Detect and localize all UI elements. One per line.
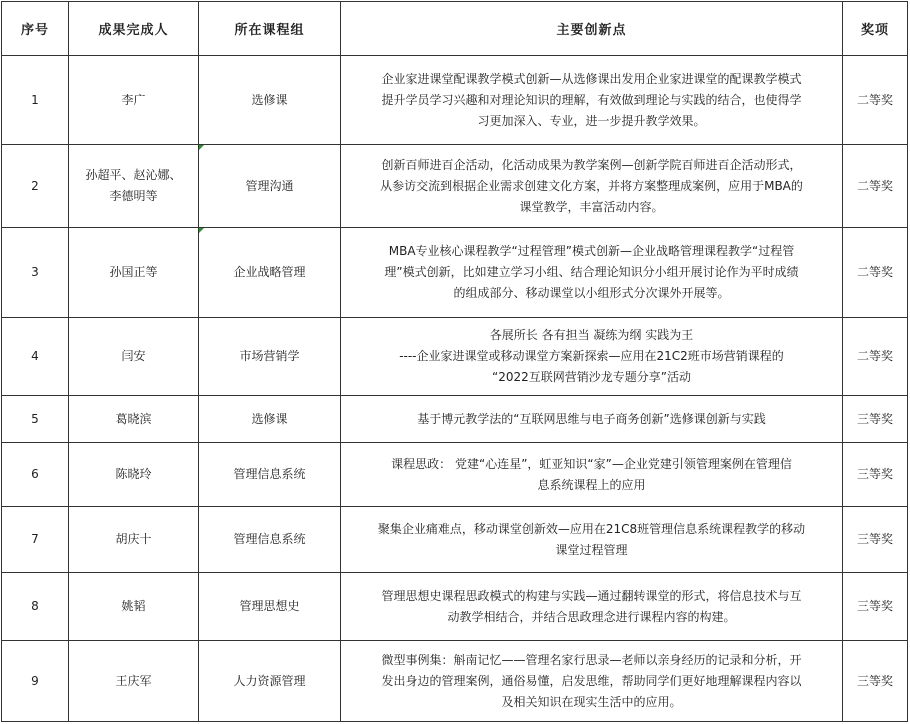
cell-award: 二等奖 [843,318,908,396]
cell-innovation [341,573,843,641]
cell-course-group: 市场营销学 [199,318,341,396]
cell-index: 5 [2,396,69,443]
cell-innovation [341,56,843,145]
author-line: 陈晓玲 [115,467,152,481]
innovation-line: 动教学相结合，并结合思政理念进行课程内容的构建。 [447,609,736,624]
innovation-line: 创新百师进百企活动，化活动成果为教学案例—创新学院百师进百企活动形式， [381,157,802,172]
cell-author [69,228,199,318]
cell-award: 三等奖 [843,396,908,443]
table-row [2,507,908,573]
cell-author [69,641,199,722]
header-group: 所在课程组 [199,2,341,56]
table-row [2,145,908,228]
table-row [2,641,908,722]
innovation-line: 及相关知识在现实生活中的应用。 [501,694,682,709]
table-row [2,443,908,507]
innovation-line: 息系统课程上的应用 [537,477,646,492]
table-row [2,228,908,318]
cell-course-group: 管理信息系统 [199,443,341,507]
cell-index: 2 [2,145,69,228]
author-line: 李德明等 [109,189,158,203]
cell-index: 3 [2,228,69,318]
innovation-line: 从参访交流到根据企业需求创建文化方案，并将方案整理成案例，应用于MBA的 [380,178,803,193]
innovation-line: 提升学员学习兴趣和对理论知识的理解，有效做到理论与实践的结合，也使得学 [381,92,802,107]
innovation-line: “2022互联网营销沙龙专题分享”活动 [492,370,691,384]
author-line: 孙超平、赵沁娜、 [85,168,182,182]
table-header-row [2,2,908,56]
header-author: 成果完成人 [69,2,199,56]
cell-course-group: 管理沟通 [199,145,341,228]
awards-table [1,1,908,722]
cell-author [69,507,199,573]
cell-course-group: 选修课 [199,56,341,145]
innovation-line: 的组成部分、移动课堂以小组形式分次课外开展等。 [453,286,730,300]
cell-author [69,145,199,228]
author-line: 王庆军 [115,673,152,688]
cell-course-group: 人力资源管理 [199,641,341,722]
table-row [2,56,908,145]
cell-course-group: 管理思想史 [199,573,341,641]
cell-innovation [341,641,843,722]
cell-award: 三等奖 [843,443,908,507]
cell-index: 8 [2,573,69,641]
cell-award: 三等奖 [843,641,908,722]
cell-award: 二等奖 [843,228,908,318]
innovation-line: 理”模式创新，比如建立学习小组、结合理论知识分小组开展讨论作为平时成绩 [384,265,799,279]
table-row [2,318,908,396]
author-line: 李广 [121,92,146,107]
cell-innovation [341,396,843,443]
author-line: 葛晓滨 [115,411,152,426]
cell-award: 三等奖 [843,573,908,641]
cell-award: 三等奖 [843,507,908,573]
innovation-line: ----企业家进课堂或移动课堂方案新探索—应用在21C2班市场营销课程的 [399,349,784,363]
cell-author [69,573,199,641]
table-row [2,573,908,641]
header-innovation: 主要创新点 [341,2,843,56]
innovation-line: 基于博元教学法的“互联网思维与电子商务创新”选修课创新与实践 [417,411,766,426]
innovation-line: 聚集企业痛难点，移动课堂创新效—应用在21C8班管理信息系统课程教学的移动 [377,521,806,536]
cell-index: 1 [2,56,69,145]
author-line: 胡庆十 [115,532,152,546]
innovation-line: 管理思想史课程思政模式的构建与实践—通过翻转课堂的形式，将信息技术与互 [381,588,802,603]
author-line: 姚韬 [121,599,146,613]
cell-course-group: 企业战略管理 [199,228,341,318]
cell-author [69,396,199,443]
innovation-line: 各展所长 各有担当 凝练为纲 实践为王 [489,328,694,342]
cell-author [69,318,199,396]
cell-index: 6 [2,443,69,507]
cell-award: 二等奖 [843,56,908,145]
cell-index: 7 [2,507,69,573]
innovation-line: 课堂过程管理 [555,542,628,557]
innovation-line: 课堂教学，丰富活动内容。 [519,199,664,214]
table-row [2,396,908,443]
cell-innovation [341,145,843,228]
cell-author [69,443,199,507]
cell-innovation [341,443,843,507]
innovation-line: 发出身边的管理案例，通俗易懂，启发思维，帮助同学们更好地理解课程内容以 [381,673,802,688]
cell-innovation [341,318,843,396]
innovation-line: 习更加深入、专业，进一步提升教学效果。 [477,113,706,128]
cell-course-group: 选修课 [199,396,341,443]
cell-course-group: 管理信息系统 [199,507,341,573]
cell-award: 二等奖 [843,145,908,228]
innovation-line: MBA专业核心课程教学“过程管理”模式创新—企业战略管理课程教学“过程管 [388,244,795,258]
cell-index: 9 [2,641,69,722]
cell-innovation [341,507,843,573]
author-line: 孙国正等 [109,265,158,279]
innovation-line: 企业家进课堂配课教学模式创新—从选修课出发用企业家进课堂的配课教学模式 [381,71,802,86]
cell-innovation [341,228,843,318]
innovation-line: 微型事例集：斛南记忆——管理名家行思录—老师以亲身经历的记录和分析，开 [381,652,802,667]
author-line: 闫安 [121,349,146,363]
header-index: 序号 [2,2,69,56]
cell-index: 4 [2,318,69,396]
cell-author [69,56,199,145]
innovation-line: 课程思政： 党建“心连星”，虹亚知识“家”—企业党建引领管理案例在管理信 [391,456,792,471]
header-award: 奖项 [843,2,908,56]
table-body [2,56,908,722]
